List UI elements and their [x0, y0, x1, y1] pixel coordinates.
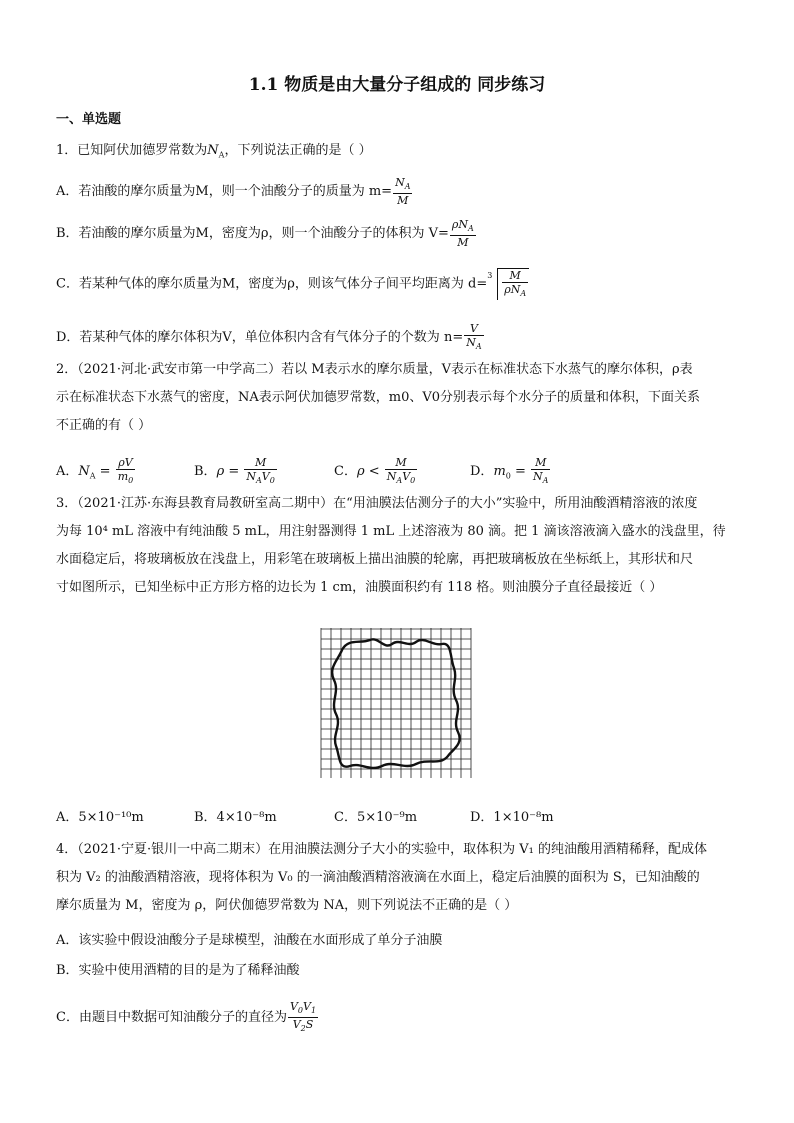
fraction: $\frac{V_0V_1}{V_2S}$	[289, 1000, 317, 1034]
oil-film-grid-figure	[320, 628, 472, 782]
q2-option-c: C．ρ < $\frac{M}{N_AV_0}$	[334, 456, 416, 486]
q4-option-c: C．由题目中数据可知油酸分子的直径为 $\frac{V_0V_1}{V_2S}$	[56, 1000, 317, 1034]
q1-option-c: C．若某种气体的摩尔质量为M，密度为ρ，则该气体分子间平均距离为 d= 3 $\frac{M}{\rho N_A}$	[56, 268, 529, 300]
grid-svg	[320, 628, 472, 778]
fraction: $\frac{\rho N_A}{M}$	[451, 218, 474, 250]
cube-root: 3 $\frac{M}{\rho N_A}$	[487, 268, 529, 300]
section-heading: 一、单选题	[56, 112, 122, 127]
q4-option-a: A．该实验中假设油酸分子是球模型，油酸在水面形成了单分子油膜	[56, 933, 443, 948]
fraction: $\frac{V}{N_A}$	[466, 322, 482, 352]
q3-option-a: A．5×10⁻¹⁰m	[56, 810, 144, 825]
q4-stem: 4．（2021·宁夏·银川一中高二期末）在用油膜法测分子大小的实验中，取体积为 V₁ 的纯油酸用酒精稀释，配成体 积为 V₂ 的油酸酒精溶液，现将体积为 V₀ 的一滴油酸酒精溶液滴在水面上，稳定后油膜的面积为 S，已知油酸的 摩尔质量为 M，密度为 ρ，阿伏伽德罗常数为 NA，则下列说法不正确的是（ ）	[56, 842, 707, 913]
q2-option-a: A．$N_A$ = $\frac{\rho V}{m_0}$	[56, 456, 134, 486]
q2-option-d: D．$m_0$ = $\frac{M}{N_A}$	[470, 456, 549, 486]
fraction: $\frac{N_A}{M}$	[395, 176, 411, 208]
q1-option-b: B．若油酸的摩尔质量为M，密度为ρ，则一个油酸分子的体积为 V= $\frac{\rho N_A}{M}$	[56, 218, 474, 250]
q3-option-b: B．4×10⁻⁸m	[194, 810, 277, 825]
q4-option-b: B．实验中使用酒精的目的是为了稀释油酸	[56, 963, 300, 978]
q3-stem: 3．（2021·江苏·东海县教育局教研室高二期中）在“用油膜法估测分子的大小”实验中，所用油酸酒精溶液的浓度 为每 10⁴ mL 溶液中有纯油酸 5 mL，用注射器测得 1 mL 上述溶液为 80 滴。把 1 滴该溶液滴入盛水的浅盘里，待 水面稳定后，将玻璃板放在浅盘上，用彩笔在玻璃板上描出油膜的轮廓，再把玻璃板放在坐标纸上，其形状和尺 寸如图所示，已知坐标中正方形方格的边长为 1 cm，油膜面积约有 118 格。则油膜分子直径最接近（ ）	[56, 496, 726, 595]
page-title: 1.1 物质是由大量分子组成的 同步练习	[248, 75, 546, 95]
q2-option-b: B．ρ = $\frac{M}{N_AV_0}$	[194, 456, 275, 486]
q3-option-d: D．1×10⁻⁸m	[470, 810, 554, 825]
q1-option-d: D．若某种气体的摩尔体积为V，单位体积内含有气体分子的个数为 n= $\frac{V}{N_A}$	[56, 322, 482, 352]
q1-option-a: A．若油酸的摩尔质量为M，则一个油酸分子的质量为 m= $\frac{N_A}{M}$	[56, 176, 411, 208]
q2-stem: 2．（2021·河北·武安市第一中学高二）若以 M表示水的摩尔质量，V表示在标准状态下水蒸气的摩尔体积，ρ表 示在标准状态下水蒸气的密度，NA表示阿伏加德罗常数，m0、V0分别表示每个水分子的质量和体积，下面关系 不正确的有（ ）	[56, 362, 701, 433]
q1-stem: 1．已知阿伏加德罗常数为$N_A$，下列说法正确的是（ ）	[56, 143, 372, 160]
q3-option-c: C．5×10⁻⁹m	[334, 810, 418, 825]
